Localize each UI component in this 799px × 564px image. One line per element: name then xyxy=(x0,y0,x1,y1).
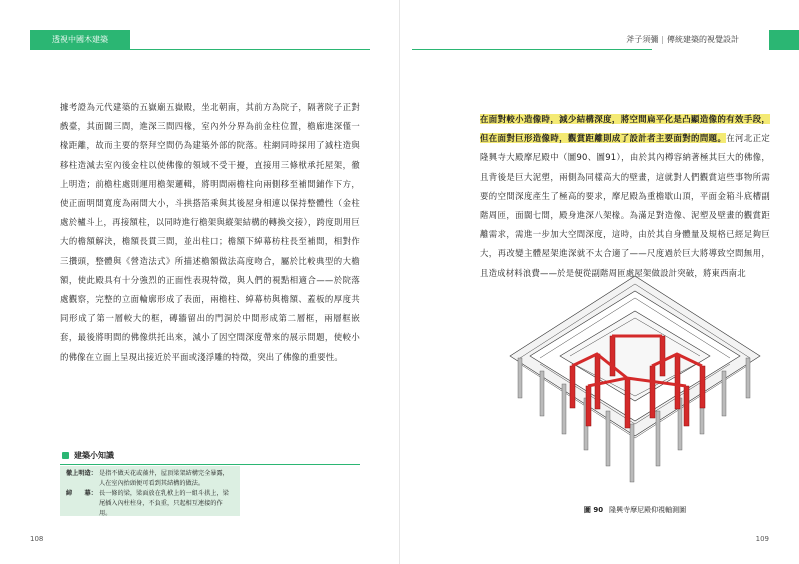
header-rule xyxy=(130,49,370,50)
glossary-definition: 長一條的梁，梁面放在乳栿上的一組斗拱上，梁尾插入內柱柱身，不負重，只起相互連接的作用。 xyxy=(98,490,229,517)
glossary-term: 徹上明造： xyxy=(66,470,97,477)
axonometric-drawing xyxy=(500,266,770,496)
right-body-text xyxy=(480,110,770,283)
section-title: 傳統建築的視覺設計 xyxy=(667,35,739,44)
glossary-header xyxy=(60,448,360,465)
page-number-right: 109 xyxy=(755,535,769,543)
chapter-label xyxy=(626,34,739,45)
glossary-definition: 是指不做天花或藻井，屋頂梁架結構完全暴露，人在室內抬頭便可看到其結構的做法。 xyxy=(98,470,229,487)
glossary-item xyxy=(66,469,234,489)
figure-number: 圖 90 xyxy=(583,506,604,514)
highlighted-text: 在面對較小造像時，減少結構深度，將空間扁平化是凸顯造像的有效手段，但在面對巨形造像時，觀賞距離則成了設計者主要面對的問題。 xyxy=(480,114,770,144)
glossary-item xyxy=(66,489,234,519)
corner-accent-bar xyxy=(769,30,799,50)
glossary-box xyxy=(60,466,240,516)
glossary-term: 綽 幕： xyxy=(66,490,97,497)
figure-caption xyxy=(520,505,750,515)
chapter-separator: | xyxy=(661,35,664,44)
figure-caption-text: 隆興寺摩尼殿仰視軸測圖 xyxy=(609,506,687,514)
body-paragraph: 在河北正定隆興寺大殿摩尼殿中（圖90、圖91），由於其內樽容納著極其巨大的佛像，且背後是巨大泥塑，兩側為同樣高大的壁畫，這就對人們觀賞這些事物所需要的空間深度產生了極高的要求，摩尼殿為重檐歇山頂，平面金箱斗底槽副階周匝，面闊七間，殿身進深八架椽。為滿足對造像、泥塑及壁畫的觀賞距離需求，需進一步加大空間深度，這時，由於其自身體量及規格已經足夠巨大，再改變主體屋架進深就不太合適了——尺度過於巨大將導致空間無用，且造成材料浪費——於是便從副階周匝處屋架做設計突破，將東西南北 xyxy=(480,133,771,278)
chapter-title: 斧子須彌 xyxy=(626,35,659,44)
left-page xyxy=(0,0,399,564)
left-body-text: 據考證為元代建築的五嶽廟五嶽殿，坐北朝南，其前方為院子，隔著院子正對戲臺，其面闊三間，進深三間四椽，室內外分界為前金柱位置，檐廊進深僅一椽距離，故而主要的祭拜空間仍為建築外部的院落。柱網同時採用了減柱造與移柱造減去室內後金柱以使佛像的領域不受干擾，直接用三條栿承托屋架，徹上明造；前檐柱處則運用檐架邏輯，將明間兩檐柱向兩側移至補間鋪作下方，使正面明間寬度為兩間大小，斗拱搭箔乘與其後屋身相連以保持整體性（金柱處於櫨斗上，再接額柱，以同時進行檐架與縱架結構的轉換交接），跨度則用巨大的檐額解決，檐額長貫三間，並出柱口；檐額下綽幕枋柱長至補間，相對作三攢頭，整體與《營造法式》所描述檐額做法高度吻合，屬於比較典型的大檐額，使此殿具有十分強烈的正面性表現特徵，與人們的視點相適合——於院落處觀察，完整的立面輪廓形成了表面，兩檐柱、綽幕枋與檐額、蓋板的厚度共同形成了第一層較大的框，磚牆留出的門洞於中間形成第二層框，兩層框嵌套，最後將明間的佛像烘托出來，減小了因空間深度帶來的展示問題，使較小的佛像在立面上呈現出接近於平面或淺浮雕的特徵，突出了佛像的重要性。 xyxy=(60,102,360,362)
header-rule xyxy=(412,49,652,50)
page-number-left: 108 xyxy=(30,535,44,543)
glossary-title: 建築小知識 xyxy=(74,451,114,460)
glossary-bullet-icon xyxy=(62,452,69,459)
book-title-tab: 透視中國木建築 xyxy=(30,30,130,50)
